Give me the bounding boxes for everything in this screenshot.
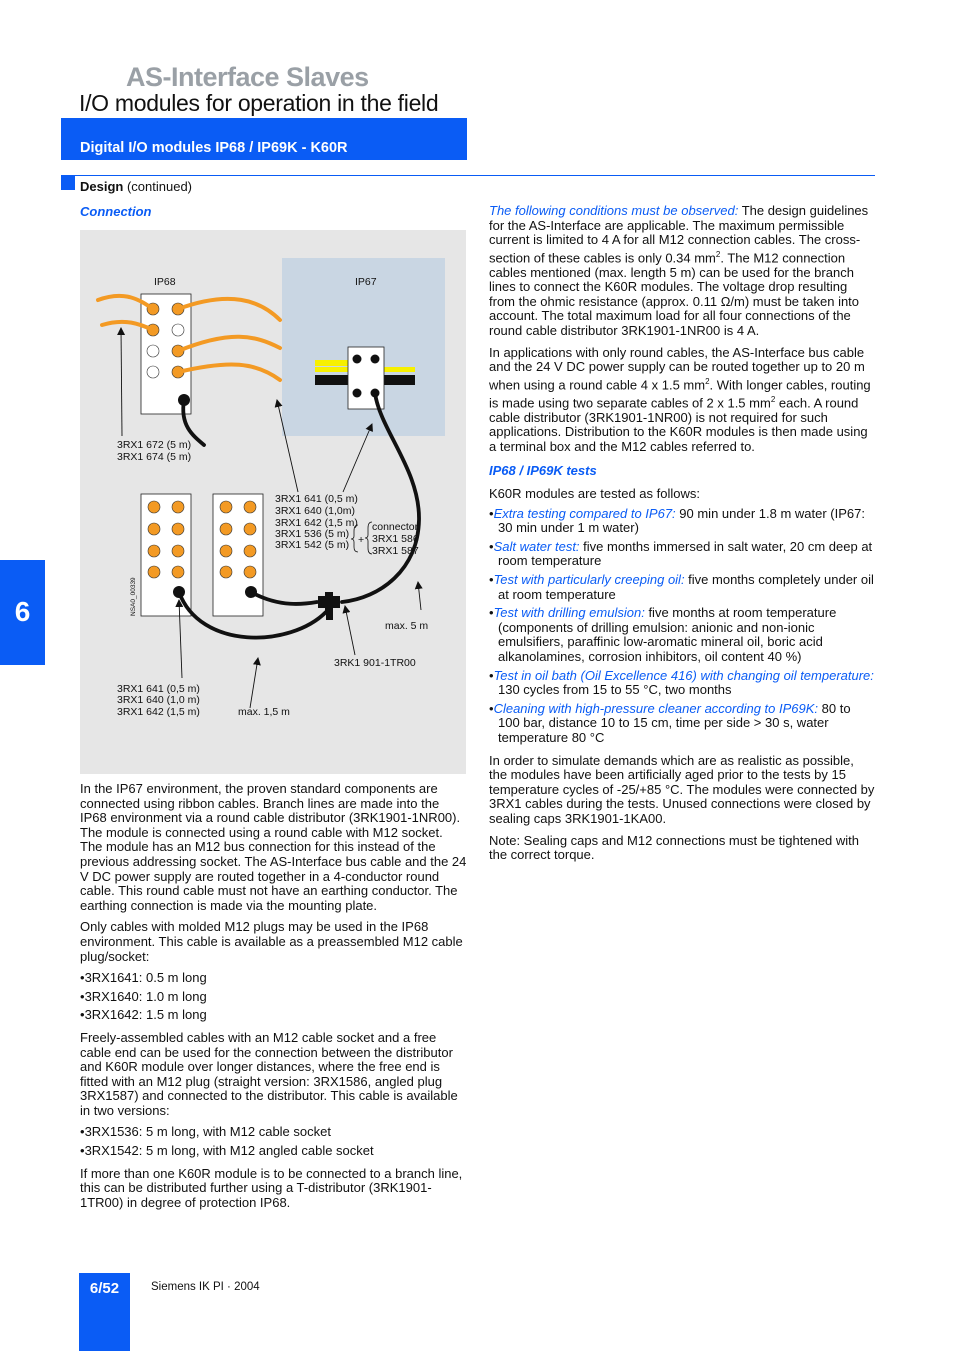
list-item: •3RX1542: 5 m long, with M12 angled cable socket — [80, 1143, 374, 1159]
list-item: •3RX1642: 1.5 m long — [80, 1007, 207, 1023]
ip68-label: IP68 — [154, 276, 176, 288]
tests-heading: IP68 / IP69K tests — [489, 463, 597, 479]
list-item: •Test in oil bath (Oil Excellence 416) with changing oil temperature: 130 cycles from 15 to 55 °C, two months — [489, 667, 874, 698]
section-supertitle: AS-Interface Slaves — [126, 62, 369, 92]
note-paragraph: Note: Sealing caps and M12 connections must be tightened with the correct torque. — [489, 832, 860, 863]
left-paragraph-4: If more than one K60R module is to be connected to a branch line, this can be distributed further using a T-distributor (3RK1901-1TR00) in degree of protection IP68. — [80, 1165, 463, 1210]
label-3rx1641-top: 3RX1 641 (0,5 m) — [275, 493, 358, 505]
list-item: •3RX1641: 0.5 m long — [80, 970, 207, 986]
test-name: Test in oil bath (Oil Excellence 416) with changing oil temperature: — [493, 667, 874, 683]
test-name: Test with drilling emulsion: — [493, 605, 645, 621]
label-3rx1672: 3RX1 672 (5 m) — [117, 439, 192, 451]
list-item: •Extra testing compared to IP67: 90 min under 1.8 m water (IP67: 30 min under 1 m water) — [489, 505, 865, 536]
bullet-text: 3RX1641: 0.5 m long — [84, 970, 207, 986]
round-cable-paragraph — [489, 346, 875, 455]
label-3rx1640-top: 3RX1 640 (1,0m) — [275, 505, 355, 517]
section-marker — [61, 176, 75, 190]
label-max-5m: max. 5 m — [385, 620, 429, 632]
test-detail: five months immersed in salt water, 20 cm deep at room temperature — [498, 538, 873, 569]
k60r-module-1 — [141, 494, 191, 616]
page-title: I/O modules for operation in the field — [79, 90, 439, 116]
list-item: •3RX1640: 1.0 m long — [80, 988, 207, 1004]
design-heading — [80, 179, 192, 194]
list-item: •3RX1536: 5 m long, with M12 cable socket — [80, 1124, 331, 1140]
superscript: 2 — [770, 394, 776, 404]
test-name: Test with particularly creeping oil: — [493, 572, 685, 588]
design-suffix: (continued) — [126, 179, 193, 194]
superscript: 2 — [705, 376, 710, 386]
list-item: •Test with drilling emulsion: five months at room temperature (components of drilling emulsion: anionic and non-ionic emulsifiers, paraffinic low-aromatic mineral oil, boric acid alkanolamines, corrosion inhibitors, oil content 40 %) — [489, 605, 837, 665]
label-plus: + — [358, 534, 365, 546]
chapter-tab — [0, 560, 45, 665]
test-name: Cleaning with high-pressure cleaner according to IP69K: — [493, 700, 819, 716]
header-rule — [61, 175, 875, 176]
k60r-module-2 — [213, 494, 263, 616]
round-cable-text-c: each. A round cable distributor (3RK1901-1NR00) is not required for such applications. Distribution to the K60R modules is then made using a terminal box and the M12 cables referred to. — [489, 395, 868, 454]
title-bar-text: Digital I/O modules IP68 / IP69K - K60R — [80, 140, 348, 156]
ip67-label: IP67 — [355, 276, 377, 288]
conditions-text-b: . The M12 connection cables mentioned (max. length 5 m) can be used for the branch lines to connect the K60R modules. The voltage drop resulting from the ohmic resistance (approx. 0.11 Ω/m) must be taken into account. The total maximum load for all four connections of the round cable distributor 3RK1901-1NR00 is 4 A. — [489, 250, 860, 339]
connection-heading: Connection — [80, 204, 152, 219]
aging-paragraph: In order to simulate demands which are as realistic as possible, the modules have been artificially aged prior to the tests by 15 temperature cycles of -25/+85 °C. The modules were connected by 3RX1 cables during the tests. Unused connections were closed by sealing caps 3RK1901-1KA00. — [489, 752, 875, 826]
label-3rx1674: 3RX1 674 (5 m) — [117, 451, 192, 463]
label-3rx1536: 3RX1 536 (5 m) — [275, 528, 350, 540]
page-number-box — [79, 1273, 130, 1351]
label-3rx1641-bottom: 3RX1 641 (0,5 m) — [117, 683, 200, 695]
connection-figure — [80, 230, 466, 774]
page-number: 6/52 — [89, 1280, 120, 1297]
tests-intro: K60R modules are tested as follows: — [489, 486, 700, 502]
left-column — [80, 782, 468, 1217]
test-name: Extra testing compared to IP67: — [493, 505, 676, 521]
label-3rx1640-bottom: 3RX1 640 (1,0 m) — [117, 694, 200, 706]
test-detail: 130 cycles from 15 to 55 °C, two months — [498, 682, 732, 698]
left-paragraph-1: In the IP67 environment, the proven standard components are connected using ribbon cables. Branch lines are made into the IP68 environment via a round cable distributor (3RK1901-1NR00). The module is connected using a round cable with M12 socket. The module has an M12 bus connection for this instead of the previous addressing socket. The AS-Interface bus cable and the 24 V DC power supply are routed together in a 4-conductor round cable. This round cable must not have an earthing conductor. The earthing connection is made via the mounting plate. — [80, 781, 467, 913]
conditions-paragraph — [489, 204, 875, 339]
test-detail: five months completely under oil at room temperature — [498, 572, 874, 602]
right-column — [489, 204, 875, 870]
left-paragraph-2: Only cables with molded M12 plugs may be used in the IP68 environment. This cable is available as a preassembled M12 cable plug/socket: — [80, 919, 463, 964]
superscript: 2 — [715, 249, 721, 259]
bullet-text: 3RX1536: 5 m long, with M12 cable socket — [84, 1124, 331, 1140]
conditions-lead: The following conditions must be observed: — [489, 203, 739, 218]
label-t-distributor: 3RK1 901-1TR00 — [334, 657, 416, 669]
label-3rx1586: 3RX1 586 — [372, 533, 419, 545]
bullet-text: 3RX1640: 1.0 m long — [84, 988, 207, 1004]
label-3rx1642-top: 3RX1 642 (1,5 m) — [275, 517, 358, 529]
test-detail: 90 min under 1.8 m water (IP67: 30 min under 1 m water) — [498, 505, 865, 536]
test-detail: five months at room temperature (components of drilling emulsion: anionic and non-ionic emulsifiers, paraffinic low-aromatic mineral oil, boric acid alkanolamines, corrosion inhibitors, oil content 40 %) — [498, 605, 837, 665]
conditions-text-a: The design guidelines for the AS-Interface are applicable. The maximum permissible current is limited to 4 A for all M12 connection cables. The cross-section of these cables is only 0.34 mm — [489, 203, 869, 266]
label-max-1-5m: max. 1,5 m — [238, 706, 290, 718]
left-paragraph-3: Freely-assembled cables with an M12 cable socket and a free cable end can be used for the connection between the distributor and K60R module over longer distances, where the free end is fitted with an M12 plug (straight version: 3RX1586, angled plug 3RX1587) and connected to the distributor. This cable is available in two versions: — [80, 1029, 458, 1118]
footer-text: Siemens IK PI · 2004 — [151, 1281, 260, 1293]
test-name: Salt water test: — [493, 538, 580, 554]
bullet-text: 3RX1542: 5 m long, with M12 angled cable socket — [84, 1143, 374, 1159]
design-label: Design — [80, 179, 124, 194]
list-item: •Cleaning with high-pressure cleaner according to IP69K: 80 to 100 bar, distance 10 to 15 cm, time per side > 30 s, water temperature 80 °C — [489, 700, 851, 745]
chapter-number: 6 — [14, 596, 31, 627]
label-3rx1587: 3RX1 587 — [372, 545, 419, 557]
list-item: •Salt water test: five months immersed in salt water, 20 cm deep at room temperature — [489, 538, 873, 569]
round-cable-text-b: . With longer cables, routing is made using two separate cables of 2 x 1.5 mm — [489, 377, 871, 411]
round-cable-text-a: In applications with only round cables, the AS-Interface bus cable and the 24 V DC power supply can be routed together up to 20 m when using a round cable 4 x 1.5 mm — [489, 344, 865, 393]
figure-code: NSA0_00339 — [130, 577, 137, 616]
round-cable-distributor — [348, 347, 384, 409]
label-connector: connector — [372, 521, 419, 533]
test-detail: 80 to 100 bar, distance 10 to 15 cm, time per side > 30 s, water temperature 80 °C — [498, 700, 851, 745]
connection-diagram — [80, 230, 466, 774]
list-item: •Test with particularly creeping oil: five months completely under oil at room temperature — [489, 572, 874, 602]
bullet-text: 3RX1642: 1.5 m long — [84, 1007, 207, 1023]
label-3rx1642-bottom: 3RX1 642 (1,5 m) — [117, 706, 200, 718]
label-3rx1542: 3RX1 542 (5 m) — [275, 539, 350, 551]
